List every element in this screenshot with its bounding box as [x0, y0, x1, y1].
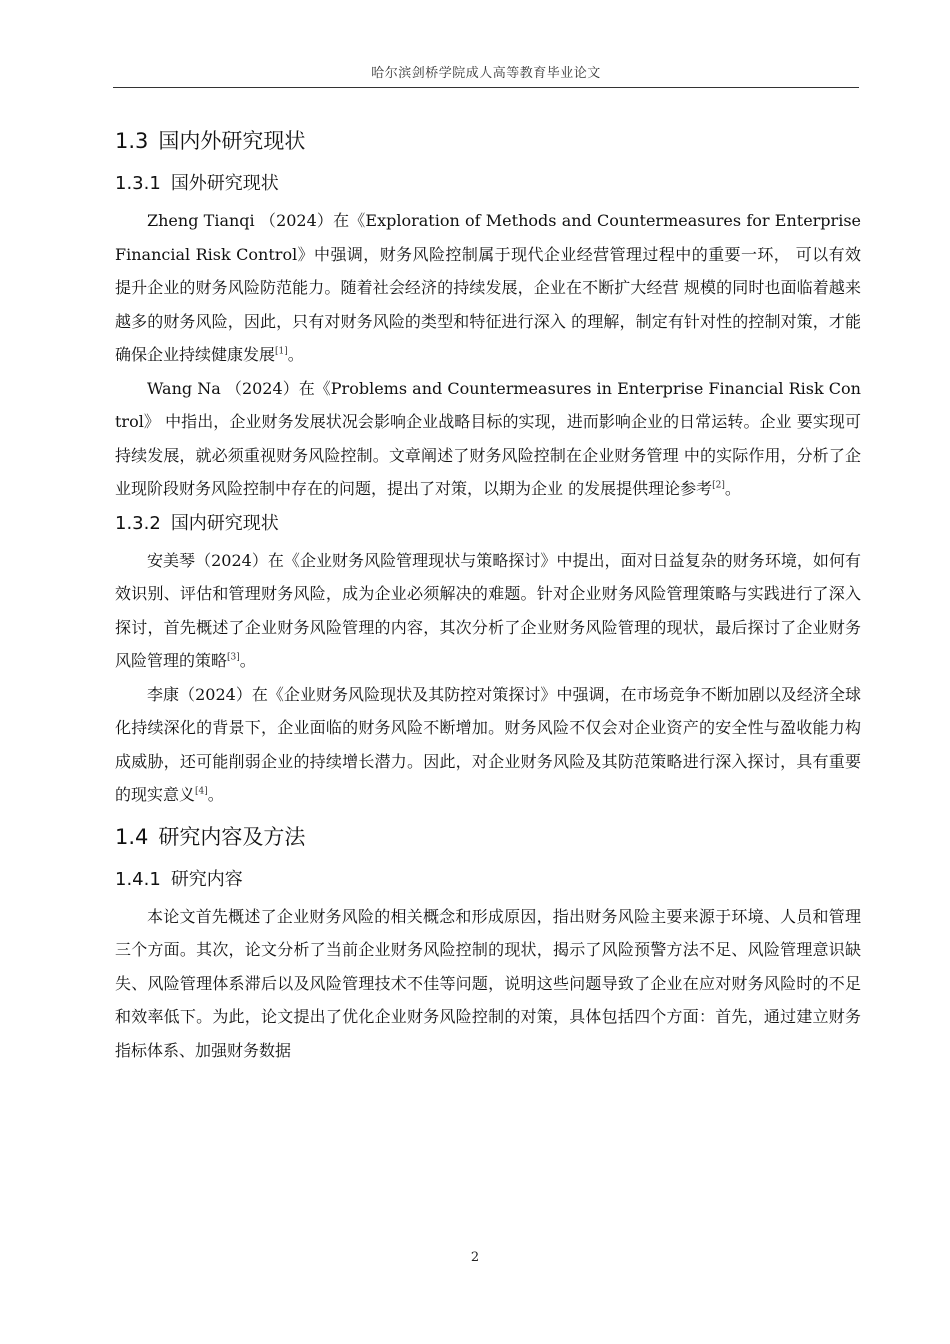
section-heading-1-3	[115, 124, 861, 158]
citation-ref: [3]	[227, 652, 240, 663]
subsection-number: 1.3.1	[115, 173, 161, 194]
header-divider	[113, 87, 859, 88]
paragraph-li-kang: 李康（2024）在《企业财务风险现状及其防控对策探讨》中强调，在市场竞争不断加剧以及经济全球化持续深化的背景下，企业面临的财务风险不断增加。财务风险不仅会对企业资产的安全性与盈收能力构成威胁，还可能削弱企业的持续增长潜力。因此，对企业财务风险及其防范策略进行深入探讨，具有重要的现实意义[4]。	[115, 684, 861, 804]
subsection-number: 1.3.2	[115, 512, 161, 534]
subsection-number: 1.4.1	[115, 868, 161, 890]
section-number: 1.3	[115, 129, 149, 153]
subsection-title: 国外研究现状	[170, 173, 279, 194]
paragraph-wang-na: Wang Na （2024）在《Problems and Countermeasures in Enterprise Financial Risk Control》 中指出，企业财务发展状况会影响企业战略目标的实现，进而影响企业的日常运转。企业 要实现可持续发展，就必须重视财务风险控制。文章阐述了财务风险控制在企业财务管理 中的实际作用，分析了企业现阶段财务风险控制中存在的问题，提出了对策，以期为企业 的发展提供理论参考[2]。	[115, 378, 861, 498]
subsection-title: 国内研究现状	[170, 512, 279, 534]
subsection-heading-1-3-2	[115, 508, 861, 540]
paragraph-an-meiqin: 安美琴（2024）在《企业财务风险管理现状与策略探讨》中提出，面对日益复杂的财务环境，如何有效识别、评估和管理财务风险，成为企业必须解决的难题。针对企业财务风险管理策略与实践进行了深入探讨，首先概述了企业财务风险管理的内容，其次分析了企业财务风险管理的现状，最后探讨了企业财务风险管理的策略[3]。	[115, 550, 861, 670]
document-body	[115, 116, 861, 1067]
subsection-heading-1-3-1	[115, 168, 861, 200]
paragraph-zheng-tianqi: Zheng Tianqi （2024）在《Exploration of Methods and Countermeasures for Enterprise Financial Risk Control》中强调，财务风险控制属于现代企业经营管理过程中的重要一环， 可以有效提升企业的财务风险防范能力。随着社会经济的持续发展，企业在不断扩大经营 规模的同时也面临着越来越多的财务风险，因此，只有对财务风险的类型和特征进行深入 的理解，制定有针对性的控制对策，才能确保企业持续健康发展[1]。	[115, 211, 861, 364]
page-number: 2	[470, 1250, 480, 1265]
subsection-heading-1-4-1	[115, 864, 861, 896]
section-heading-1-4	[115, 820, 861, 854]
section-number: 1.4	[115, 824, 149, 849]
citation-ref: [4]	[195, 786, 208, 797]
citation-ref: [1]	[275, 346, 288, 357]
section-title: 研究内容及方法	[158, 824, 306, 849]
page-header-title: 哈尔滨剑桥学院成人高等教育毕业论文	[371, 66, 601, 81]
paragraph-research-content: 本论文首先概述了企业财务风险的相关概念和形成原因，指出财务风险主要来源于环境、人员和管理三个方面。其次，论文分析了当前企业财务风险控制的现状，揭示了风险预警方法不足、风险管理意识缺失、风险管理体系滞后以及风险管理技术不佳等问题，说明这些问题导致了企业在应对财务风险时的不足和效率低下。为此，论文提出了优化企业财务风险控制的对策，具体包括四个方面：首先，通过建立财务指标体系、加强财务数据	[115, 906, 861, 1060]
subsection-title: 研究内容	[170, 868, 243, 890]
section-title: 国内外研究现状	[158, 129, 306, 153]
citation-ref: [2]	[712, 480, 725, 491]
